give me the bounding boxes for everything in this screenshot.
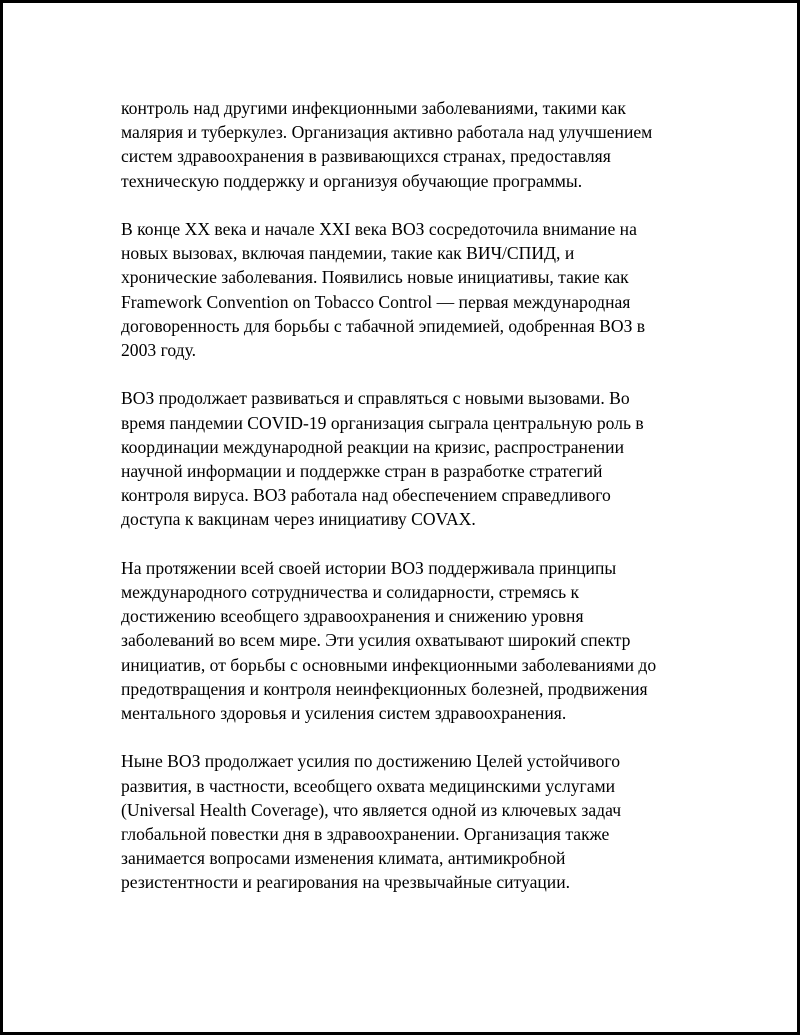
text-line: новых вызовах, включая пандемии, такие как ВИЧ/СПИД, и	[121, 243, 575, 264]
paragraph-3	[121, 386, 706, 531]
text-line: Framework Convention on Tobacco Control — первая международная	[121, 291, 631, 312]
text-line: контроль над другими инфекционными заболеваниями, такими как	[121, 98, 626, 118]
text-line: договоренность для борьбы с табачной эпидемией, одобренная ВОЗ в	[121, 315, 646, 336]
text-line: хронические заболевания. Появились новые инициативы, такие как	[121, 267, 629, 288]
paragraph-2	[121, 217, 706, 362]
text-line: инициатив, от борьбы с основными инфекционными заболеваниями до	[121, 654, 657, 675]
text-line: ментального здоровья и усиления систем здравоохранения.	[121, 703, 567, 724]
text-line: координации международной реакции на кризис, распространении	[121, 436, 625, 457]
paragraph-5	[121, 749, 706, 894]
text-line: (Universal Health Coverage), что является одной из ключевых задач	[121, 799, 622, 820]
text-line: глобальной повестки дня в здравоохранении. Организация также	[121, 824, 610, 845]
text-line: время пандемии COVID-19 организация сыграла центральную роль в	[121, 412, 644, 433]
text-line: предотвращения и контроля неинфекционных болезней, продвижения	[121, 678, 648, 699]
text-line: систем здравоохранения в развивающихся странах, предоставляя	[121, 146, 611, 167]
text-line: 2003 году.	[121, 340, 197, 361]
text-line: доступа к вакцинам через инициативу COVAX.	[121, 509, 476, 530]
paragraph-4	[121, 556, 706, 725]
text-line: заболеваний во всем мире. Эти усилия охватывают широкий спектр	[121, 630, 631, 651]
text-line: Ныне ВОЗ продолжает усилия по достижению Целей устойчивого	[121, 751, 620, 772]
text-line: занимается вопросами изменения климата, антимикробной	[121, 848, 566, 869]
text-line: развития, в частности, всеобщего охвата медицинскими услугами	[121, 775, 616, 796]
text-line: ВОЗ продолжает развиваться и справляться с новыми вызовами. Во	[121, 388, 630, 409]
text-line: достижению всеобщего здравоохранения и снижению уровня	[121, 606, 584, 627]
document-body	[121, 96, 706, 919]
text-line: резистентности и реагирования на чрезвычайные ситуации.	[121, 872, 571, 893]
text-line: научной информации и поддержке стран в разработке стратегий	[121, 461, 603, 482]
text-line: В конце XX века и начале XXI века ВОЗ сосредоточила внимание на	[121, 219, 637, 239]
text-line: международного сотрудничества и солидарности, стремясь к	[121, 582, 580, 603]
text-line: малярия и туберкулез. Организация активно работала над улучшением	[121, 122, 653, 143]
paragraph-1	[121, 96, 706, 193]
text-line: контроля вируса. ВОЗ работала над обеспечением справедливого	[121, 485, 611, 506]
text-line: На протяжении всей своей истории ВОЗ поддерживала принципы	[121, 557, 617, 578]
text-line: техническую поддержку и организуя обучающие программы.	[121, 170, 583, 191]
